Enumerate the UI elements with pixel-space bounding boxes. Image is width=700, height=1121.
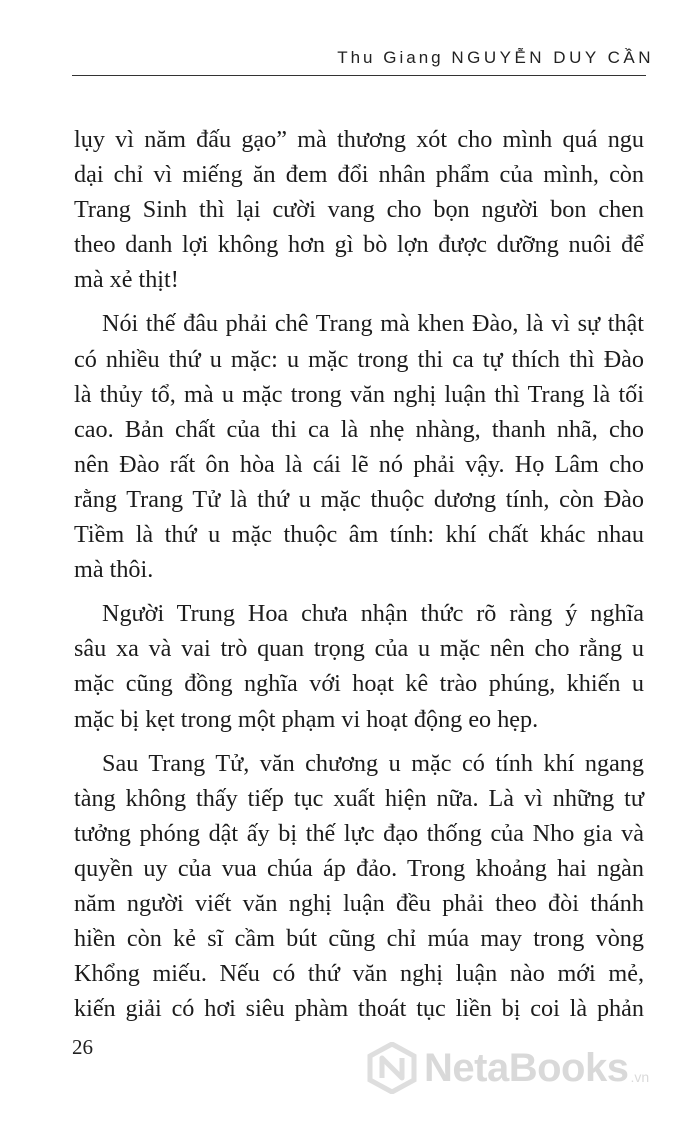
text-line: có nhiều thứ u mặc: u mặc trong thi ca tự thích thì Đào: [74, 345, 644, 373]
text-line: là thủy tổ, mà u mặc trong văn nghị luận thì Trang là tối: [74, 380, 644, 408]
watermark: [366, 1042, 649, 1094]
paragraph-3: [74, 596, 644, 736]
watermark-brand: NetaBooks: [424, 1045, 629, 1090]
text-line: nên Đào rất ôn hòa là cái lẽ nó phải vậy. Họ Lâm cho: [74, 450, 644, 478]
text-line: Khổng miếu. Nếu có thứ văn nghị luận nào mới mẻ,: [74, 960, 644, 988]
text-line: sâu xa và vai trò quan trọng của u mặc nên cho rằng u: [74, 635, 644, 663]
watermark-suffix: .vn: [630, 1069, 650, 1085]
text-line: năm người viết văn nghị luận đều phải theo đòi thánh: [74, 889, 644, 917]
text-line: mặc bị kẹt trong một phạm vi hoạt động eo hẹp.: [74, 705, 539, 733]
text-line: mà thôi.: [74, 556, 154, 584]
text-line: Nói thế đâu phải chê Trang mà khen Đào, là vì sự thật: [102, 310, 644, 338]
text-line: rằng Trang Tử là thứ u mặc thuộc dương tính, còn Đào: [74, 485, 644, 513]
paragraph-4: [74, 746, 644, 1027]
paragraph-2: [74, 306, 644, 587]
text-line: Tiềm là thứ u mặc thuộc âm tính: khí chất khác nhau: [74, 521, 644, 549]
text-line: theo danh lợi không hơn gì bò lợn được dưỡng nuôi để: [74, 231, 644, 259]
text-line: tưởng phóng dật ấy bị thế lực đạo thống của Nho gia và: [74, 819, 644, 847]
text-line: tàng không thấy tiếp tục xuất hiện nữa. Là vì những tư: [74, 784, 644, 812]
text-line: hiền còn kẻ sĩ cầm bút cũng chỉ múa may trong vòng: [74, 925, 644, 953]
header-divider: [72, 75, 646, 76]
text-line: mặc cũng đồng nghĩa với hoạt kê trào phúng, khiến u: [74, 670, 644, 698]
page-body: [74, 122, 644, 1035]
page-number: 26: [72, 1035, 93, 1059]
running-header: [337, 48, 654, 68]
text-line: cao. Bản chất của thi ca là nhẹ nhàng, thanh nhã, cho: [74, 415, 644, 443]
netabooks-logo-icon: [366, 1042, 418, 1094]
text-line: mà xẻ thịt!: [74, 266, 179, 294]
text-line: Người Trung Hoa chưa nhận thức rõ ràng ý nghĩa: [102, 600, 644, 628]
header-author-name: NGUYỄN DUY CẦN: [451, 48, 654, 67]
text-line: kiến giải có hơi siêu phàm thoát tục liền bị coi là phản: [74, 995, 644, 1023]
header-pen-name: Thu Giang: [337, 48, 444, 67]
paragraph-1: [74, 122, 644, 297]
text-line: Trang Sinh thì lại cười vang cho bọn người bon chen: [74, 196, 644, 224]
text-line: Sau Trang Tử, văn chương u mặc có tính khí ngang: [102, 749, 644, 777]
text-line: dại chỉ vì miếng ăn đem đổi nhân phẩm của mình, còn: [74, 161, 644, 189]
text-line: lụy vì năm đấu gạo” mà thương xót cho mình quá ngu: [74, 126, 644, 153]
text-line: quyền uy của vua chúa áp đảo. Trong khoảng hai ngàn: [74, 854, 644, 882]
